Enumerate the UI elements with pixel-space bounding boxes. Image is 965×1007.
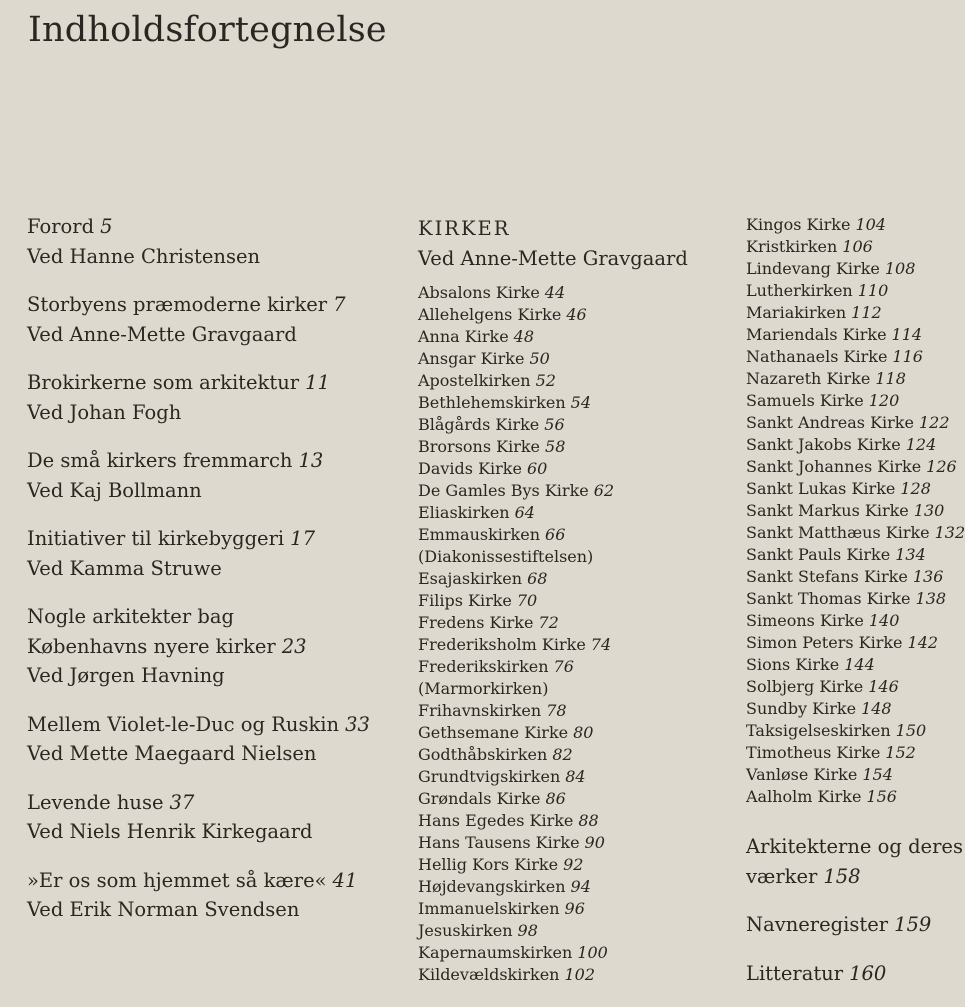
page-number: 68 bbox=[527, 569, 548, 588]
church-entry bbox=[418, 436, 738, 458]
back-matter-entry bbox=[746, 832, 963, 891]
page-number: 120 bbox=[868, 391, 900, 410]
church-entry bbox=[418, 964, 738, 986]
essay-author: Ved Jørgen Havning bbox=[27, 664, 225, 687]
church-name: Lindevang Kirke bbox=[746, 259, 880, 278]
church-entry bbox=[418, 370, 738, 392]
page-number: 158 bbox=[823, 864, 861, 888]
essay-title-line bbox=[27, 710, 397, 740]
church-name: Sankt Lukas Kirke bbox=[746, 479, 896, 498]
church-name: Brorsons Kirke bbox=[418, 437, 541, 456]
essay-title-line bbox=[27, 632, 397, 662]
page-number: 136 bbox=[912, 567, 944, 586]
page-number: 116 bbox=[892, 347, 923, 366]
church-entry bbox=[418, 634, 738, 656]
church-subtitle: (Diakonissestiftelsen) bbox=[418, 547, 594, 566]
church-name: Immanuelskirken bbox=[418, 899, 560, 918]
church-name: Hans Egedes Kirke bbox=[418, 811, 574, 830]
church-name: Simon Peters Kirke bbox=[746, 633, 903, 652]
essay-entry bbox=[27, 710, 397, 769]
church-name: Blågårds Kirke bbox=[418, 415, 540, 434]
page-number: 74 bbox=[590, 635, 612, 654]
church-entry bbox=[746, 544, 960, 566]
page-number: 41 bbox=[332, 868, 358, 892]
page-number: 7 bbox=[333, 293, 346, 316]
church-name: Frihavnskirken bbox=[418, 701, 542, 720]
church-entry bbox=[418, 458, 738, 480]
page-number: 152 bbox=[885, 743, 916, 762]
church-name: Simeons Kirke bbox=[746, 611, 864, 630]
church-entry bbox=[746, 654, 960, 676]
page-number: 134 bbox=[895, 545, 926, 564]
church-entry bbox=[746, 456, 960, 478]
church-entry bbox=[418, 282, 738, 304]
essay-entry bbox=[27, 290, 397, 349]
page-number: 100 bbox=[577, 943, 608, 962]
church-name: Bethlehemskirken bbox=[418, 393, 566, 412]
page-number: 72 bbox=[538, 613, 559, 632]
church-entry bbox=[746, 588, 960, 610]
churches-column-b bbox=[746, 214, 965, 1007]
church-name: Taksigelseskirken bbox=[746, 721, 891, 740]
page-number: 90 bbox=[584, 833, 605, 852]
page-number: 78 bbox=[546, 701, 567, 720]
page-number: 56 bbox=[544, 415, 565, 434]
essay-author: Ved Johan Fogh bbox=[27, 400, 182, 424]
essay-title: Brokirkerne som arkitektur bbox=[27, 371, 300, 394]
page-number: 76 bbox=[553, 657, 574, 676]
essay-title: »Er os som hjemmet så kære« bbox=[27, 868, 327, 892]
page-number: 118 bbox=[875, 369, 906, 388]
back-matter-line bbox=[746, 959, 960, 989]
back-matter-line bbox=[746, 832, 963, 862]
church-entry bbox=[418, 810, 738, 832]
page-number: 122 bbox=[918, 413, 950, 432]
church-name: Lutherkirken bbox=[746, 281, 853, 300]
page-number: 132 bbox=[934, 523, 965, 542]
church-entry bbox=[746, 566, 960, 588]
church-entry bbox=[746, 258, 960, 280]
church-name: Kildevældskirken bbox=[418, 965, 560, 984]
back-matter-entry bbox=[746, 910, 960, 940]
church-entry bbox=[418, 700, 738, 722]
page-number: 52 bbox=[535, 371, 556, 390]
page-number: 159 bbox=[894, 913, 932, 936]
page-number: 13 bbox=[298, 449, 324, 472]
page-number: 142 bbox=[907, 633, 939, 652]
church-entry bbox=[418, 744, 738, 766]
essay-author: Ved Erik Norman Svendsen bbox=[27, 898, 300, 921]
page-number: 62 bbox=[593, 481, 615, 500]
church-entry bbox=[418, 854, 738, 876]
church-name: Samuels Kirke bbox=[746, 391, 864, 410]
essay-title: Københavns nyere kirker bbox=[27, 634, 276, 658]
page-number: 98 bbox=[517, 921, 538, 940]
church-name: Davids Kirke bbox=[418, 459, 522, 478]
church-entry bbox=[418, 326, 738, 348]
church-entry bbox=[418, 392, 738, 414]
church-entry bbox=[746, 412, 960, 434]
church-entry bbox=[746, 236, 960, 258]
essay-title: De små kirkers fremmarch bbox=[27, 449, 293, 472]
church-entry bbox=[746, 522, 965, 544]
church-name: Anna Kirke bbox=[418, 327, 509, 346]
page-number: 114 bbox=[891, 325, 923, 344]
page-number: 150 bbox=[895, 721, 927, 740]
page-number: 70 bbox=[516, 591, 538, 610]
church-entry bbox=[746, 280, 960, 302]
page-number: 86 bbox=[545, 789, 566, 808]
page-number: 48 bbox=[513, 327, 535, 346]
essay-title-line bbox=[27, 290, 397, 320]
essay-title-line bbox=[27, 602, 397, 632]
church-name: Højdevangskirken bbox=[418, 877, 566, 896]
page-number: 64 bbox=[514, 503, 535, 522]
church-name: Sankt Matthæus Kirke bbox=[746, 523, 930, 542]
church-name: Sions Kirke bbox=[746, 655, 840, 674]
church-entry bbox=[746, 610, 960, 632]
church-entry bbox=[418, 722, 738, 744]
essay-entry bbox=[27, 602, 397, 691]
page-number: 58 bbox=[545, 437, 566, 456]
church-name: Aalholm Kirke bbox=[746, 787, 862, 806]
church-name: Frederiksholm Kirke bbox=[418, 635, 586, 654]
page-number: 17 bbox=[290, 527, 315, 550]
church-entry bbox=[746, 390, 960, 412]
page-number: 80 bbox=[573, 723, 594, 742]
essay-title-line bbox=[27, 368, 397, 398]
church-entry bbox=[418, 348, 738, 370]
page-number: 156 bbox=[866, 787, 897, 806]
church-entry bbox=[418, 590, 738, 612]
church-name: Hans Tausens Kirke bbox=[418, 833, 580, 852]
essay-title-line bbox=[27, 524, 397, 554]
essay-entry bbox=[27, 212, 397, 271]
section-heading: KIRKER bbox=[418, 217, 511, 240]
page-number: 60 bbox=[526, 459, 548, 478]
church-name: Sankt Thomas Kirke bbox=[746, 589, 911, 608]
essay-author: Ved Hanne Christensen bbox=[27, 244, 261, 268]
church-name: Grøndals Kirke bbox=[418, 789, 541, 808]
page-number: 106 bbox=[842, 237, 873, 256]
church-entry bbox=[418, 502, 738, 524]
essay-title-line bbox=[27, 212, 397, 242]
church-name: Mariendals Kirke bbox=[746, 325, 887, 344]
church-entry bbox=[746, 786, 960, 808]
page-number: 148 bbox=[861, 699, 892, 718]
churches-column-a bbox=[418, 214, 738, 986]
church-entry bbox=[418, 876, 738, 898]
church-name: Sankt Pauls Kirke bbox=[746, 545, 891, 564]
church-name: Hellig Kors Kirke bbox=[418, 855, 559, 874]
essay-title: Forord bbox=[27, 215, 95, 238]
church-entry bbox=[746, 478, 960, 500]
back-matter bbox=[746, 832, 963, 988]
page-number: 126 bbox=[926, 457, 957, 476]
church-name: Kapernaumskirken bbox=[418, 943, 573, 962]
church-name: Mariakirken bbox=[746, 303, 847, 322]
church-entry bbox=[418, 832, 738, 854]
church-name: Emmauskirken bbox=[418, 525, 541, 544]
church-name: Sankt Johannes Kirke bbox=[746, 457, 922, 476]
church-name: Sankt Stefans Kirke bbox=[746, 567, 908, 586]
church-entry bbox=[418, 656, 738, 678]
essay-entry bbox=[27, 368, 397, 427]
page-number: 102 bbox=[564, 965, 596, 984]
church-name: Esajaskirken bbox=[418, 569, 523, 588]
section-author: Ved Anne-Mette Gravgaard bbox=[418, 247, 688, 270]
page-number: 11 bbox=[305, 371, 330, 394]
church-entry bbox=[746, 698, 960, 720]
page-title: Indholdsfortegnelse bbox=[28, 10, 387, 50]
church-name: Frederikskirken bbox=[418, 657, 549, 676]
page-number: 130 bbox=[913, 501, 945, 520]
church-name: Vanløse Kirke bbox=[746, 765, 858, 784]
church-name: Solbjerg Kirke bbox=[746, 677, 864, 696]
church-list-b bbox=[746, 214, 965, 808]
church-name: Allehelgens Kirke bbox=[418, 305, 562, 324]
page-number: 92 bbox=[563, 855, 584, 874]
essay-title-line bbox=[27, 866, 397, 896]
church-entry bbox=[746, 302, 960, 324]
church-name: Fredens Kirke bbox=[418, 613, 534, 632]
church-entry bbox=[746, 434, 960, 456]
page-number: 104 bbox=[855, 215, 886, 234]
page-number: 160 bbox=[849, 961, 887, 985]
church-entry bbox=[418, 942, 738, 964]
essay-author: Ved Anne-Mette Gravgaard bbox=[27, 322, 297, 346]
back-matter-title: værker bbox=[746, 864, 818, 888]
essay-title: Levende huse bbox=[27, 790, 164, 814]
church-entry bbox=[746, 632, 960, 654]
essay-title: Storbyens præmoderne kirker bbox=[27, 293, 328, 316]
page-number: 54 bbox=[570, 393, 591, 412]
church-name: Gethsemane Kirke bbox=[418, 723, 569, 742]
page-number: 108 bbox=[884, 259, 916, 278]
church-entry bbox=[418, 304, 738, 326]
church-entry bbox=[746, 676, 960, 698]
page-number: 110 bbox=[857, 281, 889, 300]
church-name: Jesuskirken bbox=[418, 921, 513, 940]
church-name: Filips Kirke bbox=[418, 591, 512, 610]
essay-title-line bbox=[27, 446, 397, 476]
church-name: De Gamles Bys Kirke bbox=[418, 481, 589, 500]
essay-title: Nogle arkitekter bag bbox=[27, 605, 234, 628]
page-number: 144 bbox=[844, 655, 875, 674]
church-entry bbox=[418, 788, 738, 810]
church-name: Ansgar Kirke bbox=[418, 349, 525, 368]
church-entry bbox=[418, 480, 738, 502]
church-entry bbox=[418, 920, 738, 942]
church-entry bbox=[746, 764, 960, 786]
church-name: Sankt Jakobs Kirke bbox=[746, 435, 901, 454]
essay-entry bbox=[27, 788, 397, 847]
church-subtitle: (Marmorkirken) bbox=[418, 679, 549, 698]
church-entry bbox=[418, 414, 738, 436]
page-number: 82 bbox=[552, 745, 573, 764]
essay-author: Ved Kamma Struwe bbox=[27, 556, 222, 580]
church-name: Sundby Kirke bbox=[746, 699, 857, 718]
church-entry bbox=[418, 524, 738, 546]
back-matter-entry bbox=[746, 959, 960, 989]
page-number: 44 bbox=[544, 283, 566, 302]
page-number: 84 bbox=[565, 767, 586, 786]
church-entry bbox=[418, 612, 738, 634]
church-name: Timotheus Kirke bbox=[746, 743, 881, 762]
page-number: 112 bbox=[851, 303, 882, 322]
church-entry bbox=[418, 568, 738, 590]
page-number: 5 bbox=[100, 215, 113, 238]
page-number: 138 bbox=[915, 589, 947, 608]
church-name: Grundtvigskirken bbox=[418, 767, 561, 786]
church-name: Absalons Kirke bbox=[418, 283, 540, 302]
church-entry bbox=[746, 324, 960, 346]
essay-entry bbox=[27, 446, 397, 505]
church-name: Godthåbskirken bbox=[418, 745, 548, 764]
church-entry bbox=[746, 368, 960, 390]
page-number: 124 bbox=[905, 435, 937, 454]
church-list-a bbox=[418, 282, 738, 986]
essay-entry bbox=[27, 524, 397, 583]
page-number: 96 bbox=[564, 899, 585, 918]
back-matter-title: Navneregister bbox=[746, 913, 889, 936]
page-number: 146 bbox=[868, 677, 899, 696]
page-number: 50 bbox=[529, 349, 550, 368]
essay-title-line bbox=[27, 788, 397, 818]
church-name: Nazareth Kirke bbox=[746, 369, 871, 388]
back-matter-title: Litteratur bbox=[746, 961, 844, 985]
essay-entry bbox=[27, 866, 397, 925]
church-entry bbox=[746, 742, 960, 764]
page-number: 128 bbox=[900, 479, 931, 498]
back-matter-line bbox=[746, 862, 960, 892]
essays-column bbox=[27, 212, 397, 944]
page-number: 94 bbox=[570, 877, 591, 896]
essay-author: Ved Kaj Bollmann bbox=[27, 478, 202, 502]
church-name: Eliaskirken bbox=[418, 503, 510, 522]
essay-title: Mellem Violet-le-Duc og Ruskin bbox=[27, 712, 340, 736]
essay-title: Initiativer til kirkebyggeri bbox=[27, 527, 285, 550]
page-number: 154 bbox=[862, 765, 893, 784]
church-entry bbox=[418, 898, 738, 920]
page-number: 66 bbox=[545, 525, 566, 544]
church-entry bbox=[746, 500, 960, 522]
page-number: 23 bbox=[281, 634, 307, 658]
church-entry bbox=[746, 720, 960, 742]
page-number: 88 bbox=[578, 811, 599, 830]
page-number: 33 bbox=[345, 712, 370, 736]
essay-author: Ved Mette Maegaard Nielsen bbox=[27, 742, 317, 765]
church-name: Apostelkirken bbox=[418, 371, 531, 390]
church-entry bbox=[746, 214, 960, 236]
church-entry bbox=[418, 766, 738, 788]
page-number: 37 bbox=[169, 790, 195, 814]
church-name: Kristkirken bbox=[746, 237, 838, 256]
church-name: Sankt Andreas Kirke bbox=[746, 413, 914, 432]
page-number: 140 bbox=[868, 611, 900, 630]
essay-author: Ved Niels Henrik Kirkegaard bbox=[27, 820, 313, 843]
church-name: Nathanaels Kirke bbox=[746, 347, 888, 366]
church-name: Kingos Kirke bbox=[746, 215, 851, 234]
page-number: 46 bbox=[566, 305, 587, 324]
church-name: Sankt Markus Kirke bbox=[746, 501, 909, 520]
church-entry bbox=[746, 346, 960, 368]
back-matter-title: Arkitekterne og deres bbox=[746, 835, 963, 858]
back-matter-line bbox=[746, 910, 960, 940]
